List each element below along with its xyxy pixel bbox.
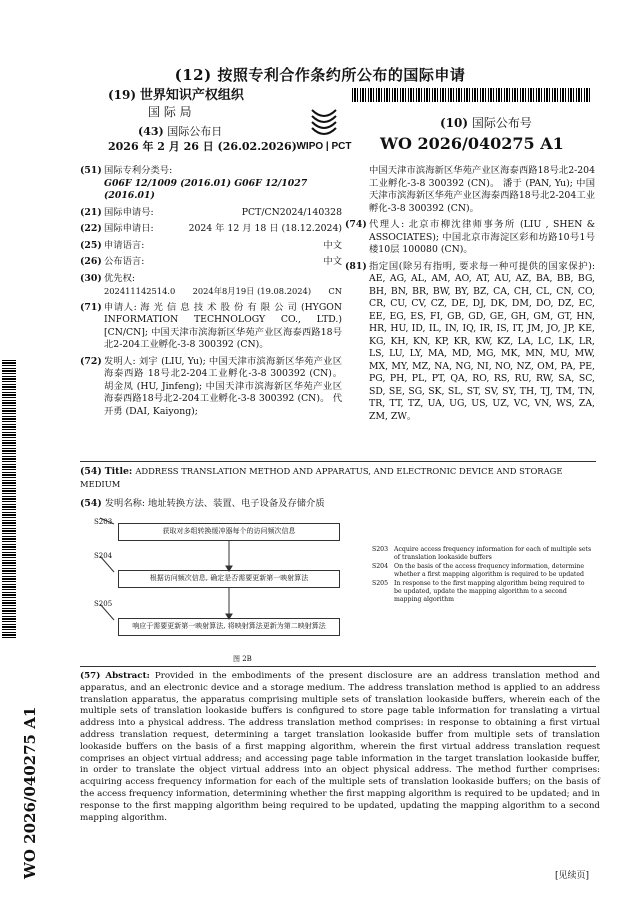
field-applicant: (71) 申请人: 海 光 信 息 技 术 股 份 有 限 公 司 (HYGON INFORMATION TECHNOLOGY CO., LTD.) [CN/CN]; 中国天津市滨海新区华苑产业区海泰西路18号北2-204工业孵化-3-8 300392 (CN)。 [80, 301, 342, 350]
ipc-value: G06F 12/1009 (2016.01) G06F 12/1027 (2016.01) [104, 177, 308, 201]
inventors-continued: 中国天津市滨海新区华苑产业区海泰西路18号北2-204工业孵化-3-8 300392 (CN)。 潘于 (PAN, Yu); 中国天津市滨海新区华苑产业区海泰西路18号北2-204工业孵化-3-8 300392 (CN)。 [369, 165, 595, 214]
priority-country: CN [328, 286, 342, 296]
organization-block [108, 87, 244, 120]
wipo-logo-text: WIPO | PCT [296, 141, 352, 152]
abstract-text: Provided in the embodiments of the present disclosure are an address translation method and apparatus, and an electronic device and a storage medium. The address translation method is applied to an address translation apparatus, the apparatus comprising multiple sets of translation lookaside buffers, wherein each of the multiple sets of translation lookaside buffers is configured to store page table information for translating a virtual address into a physical address. The address translation method comprises: in response to obtaining a first virtual address translation request, determining a target translation lookaside buffer from multiple sets of translation lookaside buffers on the basis of a first mapping algorithm, wherein the first virtual address translation request comprises an object virtual address; and accessing page table information in the target translation lookaside buffer, in order to translate the object virtual address into an object physical address. The method further comprises: acquiring access frequency information for each of the multiple sets of translation lookaside buffers; on the basis of the access frequency information, determining whether the first mapping algorithm is required to be updated; and in response to the first mapping algorithm being required to be updated, updating the mapping algorithm to a second mapping algorithm. [80, 671, 601, 823]
legend-item: S205 In response to the first mapping algorithm being required to be updated, update the mapping algorithm to a second mapping algorithm [372, 579, 585, 604]
title-zh-text: 发明名称: 地址转换方法、装置、电子设备及存储介质 [104, 498, 325, 509]
field-filing-language: (25) 申请语言: 中文 [80, 239, 342, 251]
field-ipc: (51) 国际专利分类号: G06F 12/1009 (2016.01) G06F 12/1027 (2016.01) [80, 165, 342, 203]
abstract: (57) Abstract: Provided in the embodiments of the present disclosure are an address translation method and apparatus, and an electronic device and a storage medium. The address translation method is applied to an address translation apparatus, the apparatus comprising multiple sets of translation lookaside buffers, wherein each of the multiple sets of translation lookaside buffers is configured to store page table information for translating a virtual address into a physical address. The address translation method comprises: in response to obtaining a first virtual address translation request, determining a target translation lookaside buffer from multiple sets of translation lookaside buffers on the basis of a first mapping algorithm, wherein the first virtual address translation request comprises an object virtual address; and accessing page table information in the target translation lookaside buffer, in order to translate the object virtual address into an object physical address. The method further comprises: acquiring access frequency information for each of the multiple sets of translation lookaside buffers; on the basis of the access frequency information, determining whether the first mapping algorithm is required to be updated; and in response to the first mapping algorithm being required to be updated, updating the mapping algorithm to a second mapping algorithm. [80, 671, 601, 823]
pubdate-code: (43) [138, 125, 164, 138]
pubdate-label: 国际公布日 [167, 125, 223, 138]
ipc-label: 国际专利分类号: [104, 165, 173, 176]
wipo-logo [276, 106, 372, 152]
pubno-code: (10) [440, 116, 469, 130]
org-code: (19) [108, 88, 137, 102]
field-agent: (74) 代理人: 北京市柳沈律师事务所 (LIU , SHEN & ASSOCIATES); 中国北京市海淀区彩和坊路10号1号楼10层 100080 (CN)。 [345, 219, 595, 255]
document-title: (12) 按照专利合作条约所公布的国际申请 [174, 66, 466, 84]
app-number-value: PCT/CN2024/140328 [241, 206, 342, 218]
side-barcode [2, 360, 16, 640]
title-en-text: ADDRESS TRANSLATION METHOD AND APPARATUS, AND ELECTRONIC DEVICE AND STORAGE MEDIUM [80, 466, 563, 489]
inventors-value: 发明人: 刘宇 (LIU, Yu); 中国天津市滨海新区华苑产业区海泰西路 18号北2-204工业孵化-3-8 300392 (CN)。 胡金凤 (HU, Jinfeng); 中国天津市滨海新区华苑产业区海泰西路18号北2-204工业孵化-3-8 300392 (CN)。 代开勇 (DAI, Kaiyong); [104, 355, 342, 417]
bibliographic-right [345, 165, 595, 427]
step-label: S205 [94, 600, 113, 608]
priority-date: 2024年8月19日 (19.08.2024) [192, 286, 312, 296]
divider-bottom [80, 666, 596, 667]
field-publication-language: (26) 公布语言: 中文 [80, 256, 342, 267]
org-name: 世界知识产权组织 [139, 88, 244, 103]
bibliographic-left [80, 165, 342, 422]
agent-value: 代理人: 北京市柳沈律师事务所 (LIU , SHEN & ASSOCIATES); 中国北京市海淀区彩和坊路10号1号楼10层 100080 (CN)。 [369, 219, 595, 255]
divider-top [80, 461, 596, 462]
legend-item: S204 On the basis of the access frequency information, determine whether a first mapping algorithm is required to be updated [372, 562, 585, 579]
title-zh: (54) 发明名称: 地址转换方法、装置、电子设备及存储介质 [80, 498, 325, 509]
field-app-number: (21) 国际申请号: PCT/CN2024/140328 [80, 206, 342, 218]
flow-step-box: 响应于需要更新第一映射算法, 将映射算法更新为第二映射算法 [118, 618, 340, 636]
flow-arrows [80, 512, 380, 662]
title-en: (54) Title: ADDRESS TRANSLATION METHOD AND APPARATUS, AND ELECTRONIC DEVICE AND STORAGE MEDIUM [80, 466, 563, 489]
legend-item: S203 Acquire access frequency information for each of multiple sets of translation lookaside buffers [372, 546, 592, 562]
arrow-head [226, 566, 232, 571]
field-designated-states: (81) 指定国(除另有指明, 要求每一种可提供的国家保护): AE, AG, AL, AM, AO, AT, AU, AZ, BA, BB, BG, BH, BN, BR, BW, BY, BZ, CA, CH, CL, CN, CO, CR, CU, CV, CZ, DE, DJ, DK, DM, DO, DZ, EC, EE, EG, ES, FI, GB, GD, GE, GH, GM, GT, HN, HR, HU, ID, IL, IN, IQ, IR, IS, IT, JM, JO, JP, KE, KG, KH, KN, KP, KR, KW, KZ, LA, LC, LK, LR, LS, LU, LY, MA, MD, MG, MK, MN, MU, MW, MX, MY, MZ, NA, NG, NI, NO, NZ, OM, PA, PE, PG, PH, PL, PT, QA, RO, RS, RU, RW, SA, SC, SD, SE, SG, SK, SL, ST, SV, SY, TH, TJ, TM, TN, TR, TT, TZ, UA, UG, US, UZ, VC, VN, WS, ZA, ZM, ZW。 [345, 260, 595, 422]
designated-states-value: 指定国(除另有指明, 要求每一种可提供的国家保护): AE, AG, AL, AM, AO, AT, AU, AZ, BA, BB, BG, BH, BN, BR, BW, BY, BZ, CA, CH, CL, CN, CO, CR, CU, CV, CZ, DE, DJ, DK, DM, DO, DZ, EC, EE, EG, ES, FI, GB, GD, GE, GH, GM, GT, HN, HR, HU, ID, IL, IN, IQ, IR, IS, IT, JM, JO, JP, KE, KG, KH, KN, KP, KR, KW, KZ, LA, LC, LK, LR, LS, LU, LY, MA, MD, MG, MK, MN, MU, MW, MX, MY, MZ, NA, NG, NI, NO, NZ, OM, PA, PE, PG, PH, PL, PT, QA, RO, RS, RU, RW, SA, SC, SD, SE, SG, SK, SL, ST, SV, SY, TH, TJ, TM, TN, TR, TT, TZ, UA, UG, US, UZ, VC, VN, WS, ZA, ZM, ZW。 [369, 260, 595, 422]
pubno-value: WO 2026/040275 A1 [380, 134, 564, 153]
side-publication-number: WO 2026/040275 A1 [21, 706, 39, 879]
continued-note: [见续页] [555, 871, 590, 881]
field-inventors: (72) 发明人: 刘宇 (LIU, Yu); 中国天津市滨海新区华苑产业区海泰西路 18号北2-204工业孵化-3-8 300392 (CN)。 胡金凤 (HU, Jinfeng); 中国天津市滨海新区华苑产业区海泰西路18号北2-204工业孵化-3-8 300392 (CN)。 代开勇 (DAI, Kaiyong); [80, 355, 342, 417]
barcode [352, 88, 590, 102]
pubdate-value: 2026 年 2 月 26 日 (26.02.2026) [108, 140, 297, 153]
arrow-head [226, 614, 232, 619]
figure-caption: 图 2B [233, 655, 252, 663]
flow-step-box: 获取对多组转换缓冲器每个的访问频次信息 [118, 523, 340, 541]
publication-number-block [380, 114, 590, 153]
step-label: S204 [94, 552, 113, 560]
org-sub: 国 际 局 [148, 105, 192, 119]
publication-date-block [108, 124, 297, 154]
figure-legend [372, 546, 592, 605]
applicant-value: 申请人: 海 光 信 息 技 术 股 份 有 限 公 司 (HYGON INFORMATION TECHNOLOGY CO., LTD.) [CN/CN]; 中国天津市滨海新区华苑产业区海泰西路18号北2-204工业孵化-3-8 300392 (CN)。 [104, 301, 342, 350]
pubno-label: 国际公布号 [471, 116, 532, 130]
field-filing-date: (22) 国际申请日: 2024 年 12 月 18 日 (18.12.2024) [80, 223, 342, 234]
flow-step-box: 根据访问频次信息, 确定是否需要更新第一映射算法 [118, 570, 340, 588]
field-priority: (30) 优先权: 202411142514.0 2024年8月19日 (19.08.2024) CN [80, 272, 342, 296]
filing-date-value: 2024 年 12 月 18 日 (18.12.2024) [188, 223, 342, 234]
title-block [80, 465, 600, 510]
priority-number: 202411142514.0 [104, 286, 176, 296]
step-label: S203 [94, 518, 113, 526]
